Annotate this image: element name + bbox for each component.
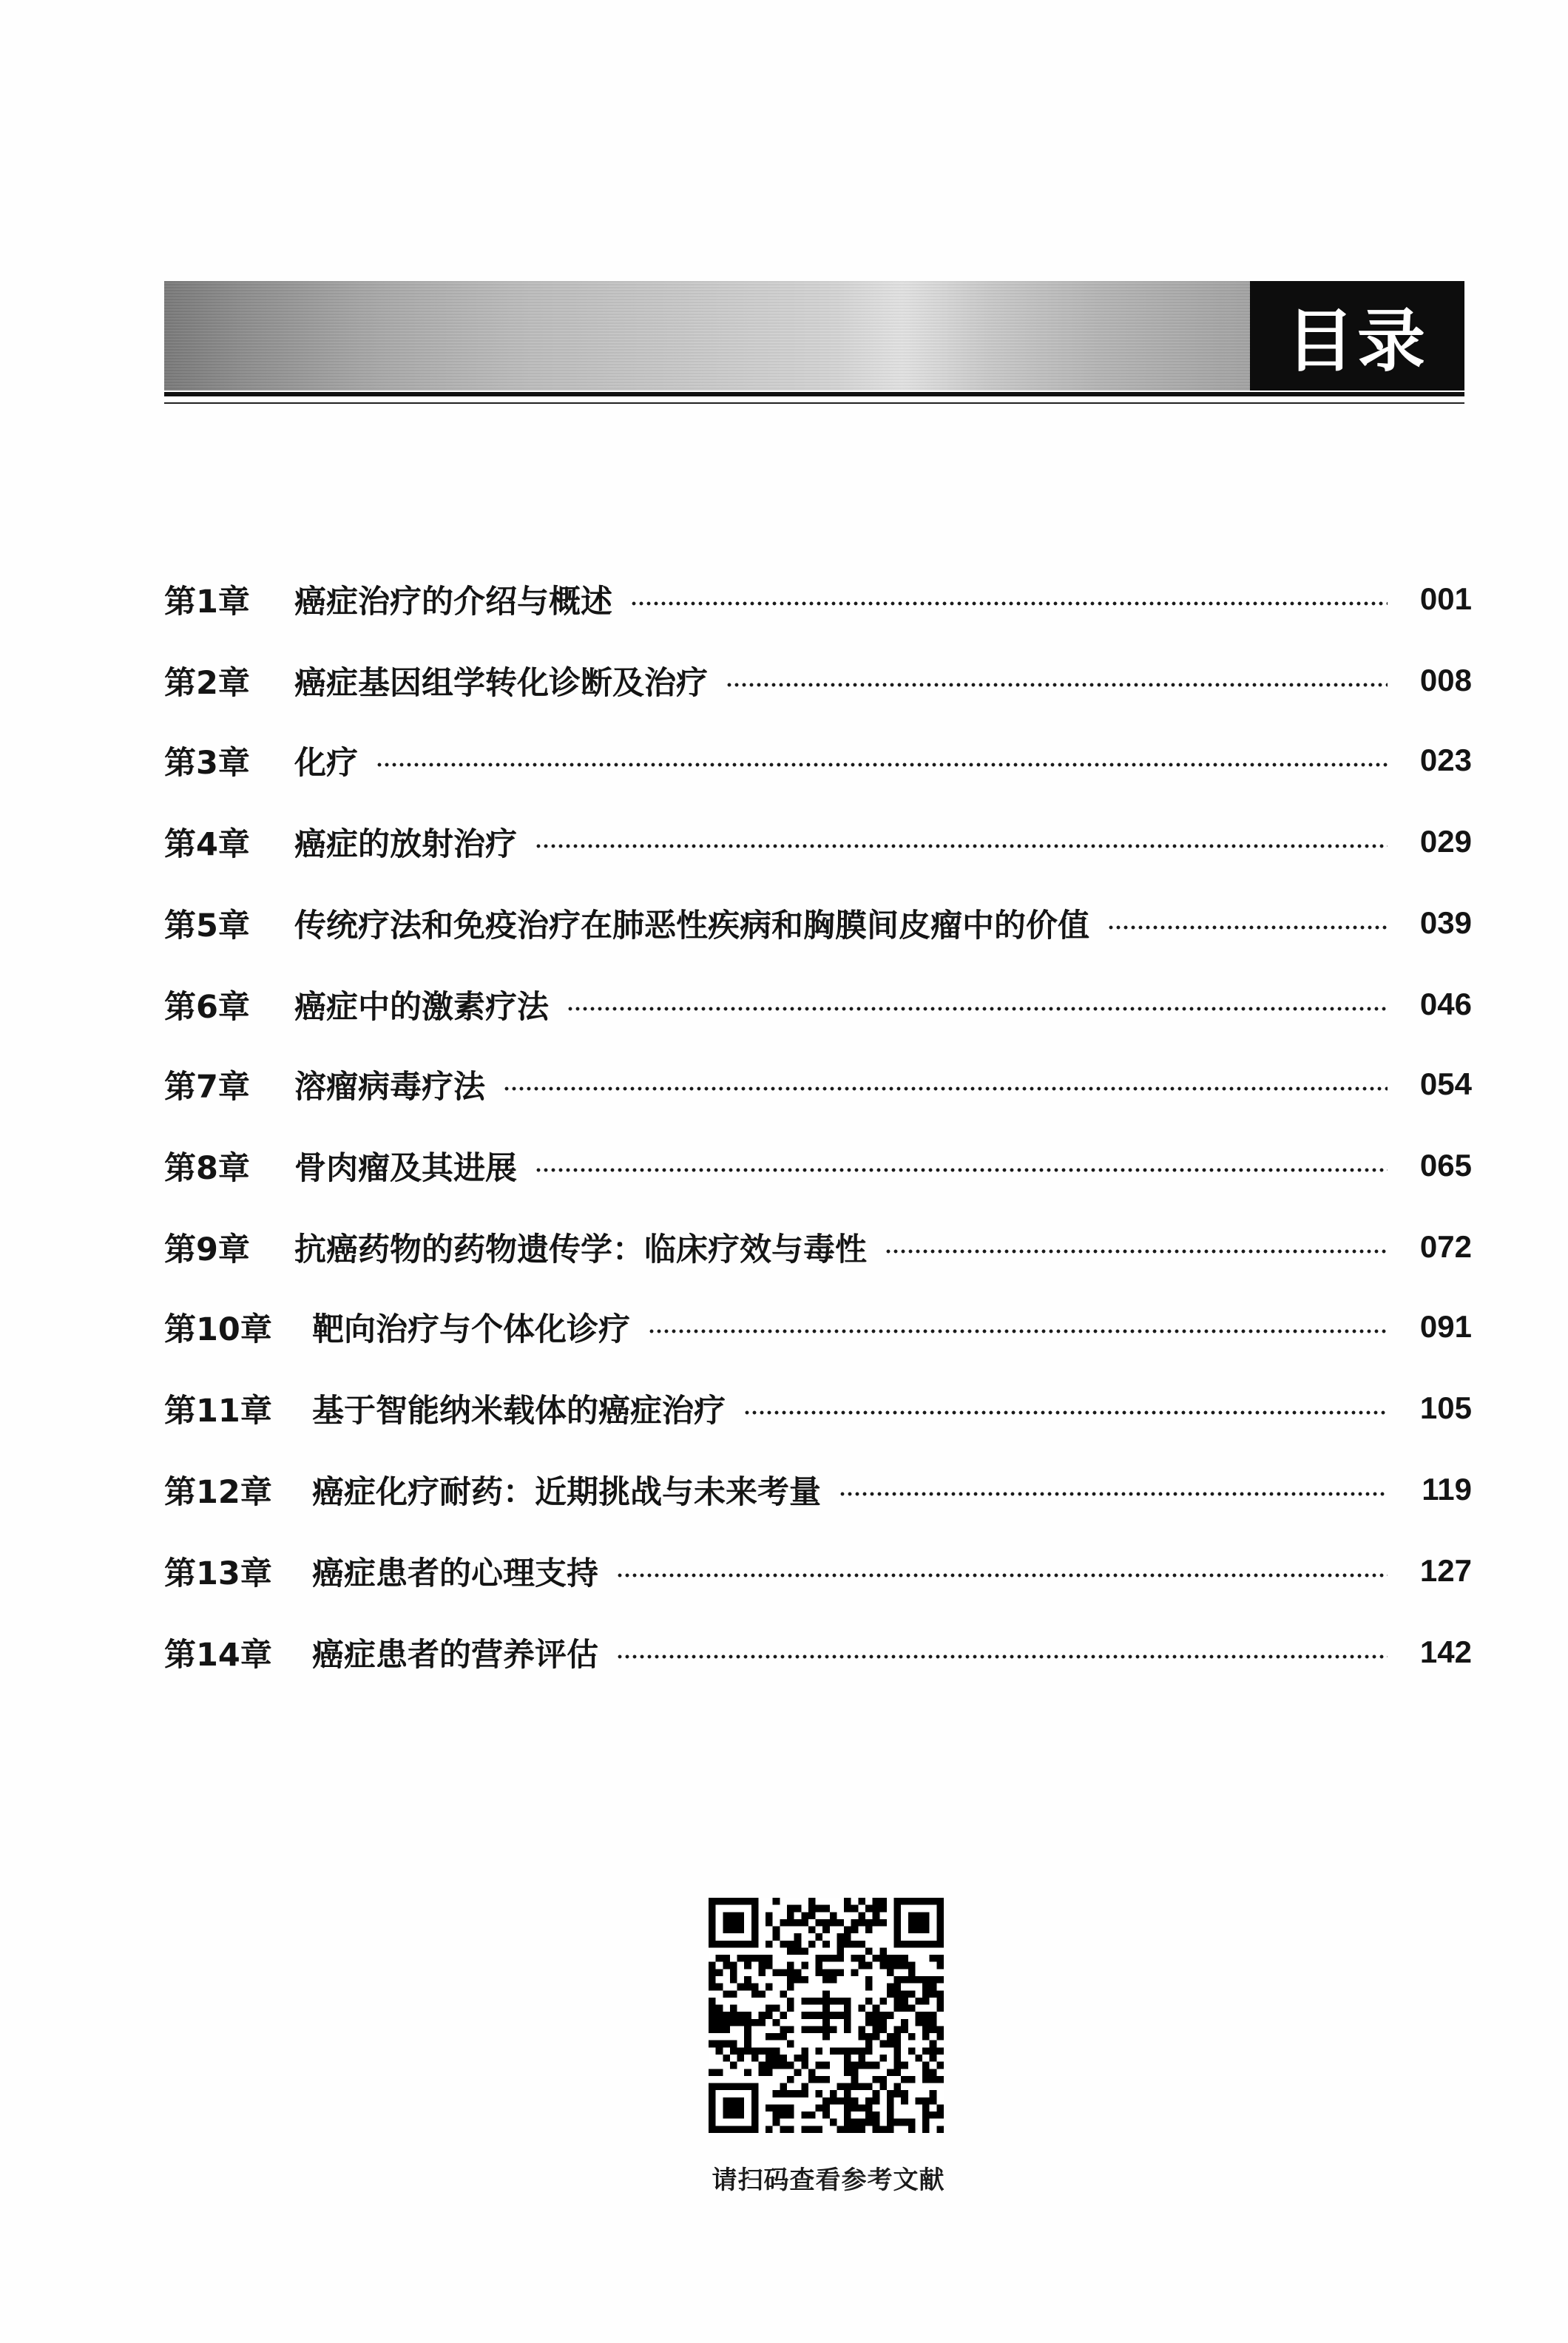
toc-page-number: 065 xyxy=(1419,1148,1472,1183)
toc-chapter-title: 癌症患者的营养评估 xyxy=(312,1636,598,1674)
toc-dot-leader xyxy=(503,1086,1388,1091)
toc-chapter-title: 癌症基因组学转化诊断及治疗 xyxy=(294,664,708,702)
toc-dot-leader xyxy=(726,683,1388,687)
toc-page-number: 029 xyxy=(1419,824,1472,859)
header-divider xyxy=(164,392,1464,396)
toc-chapter-title: 化疗 xyxy=(294,744,358,782)
toc-chapter-number: 第5章 xyxy=(164,907,250,944)
toc-page-number: 127 xyxy=(1419,1553,1472,1588)
toc-entry[interactable] xyxy=(164,1055,1472,1114)
toc-entry[interactable] xyxy=(164,1623,1472,1682)
toc-entry[interactable] xyxy=(164,1136,1472,1195)
toc-chapter-title: 癌症中的激素疗法 xyxy=(294,988,549,1026)
toc-entry[interactable] xyxy=(164,1217,1472,1277)
toc-dot-leader xyxy=(630,601,1388,606)
toc-page-number: 001 xyxy=(1419,581,1472,616)
toc-entry[interactable] xyxy=(164,893,1472,953)
toc-dot-leader xyxy=(743,1410,1388,1415)
toc-dot-leader xyxy=(535,844,1388,848)
toc-chapter-number: 第12章 xyxy=(164,1473,272,1511)
qr-code-icon xyxy=(709,1898,944,2133)
toc-chapter-title: 抗癌药物的药物遗传学：临床疗效与毒性 xyxy=(294,1231,867,1268)
qr-caption: 请扫码查看参考文献 xyxy=(712,2166,945,2195)
toc-dot-leader xyxy=(616,1654,1388,1659)
toc-dot-leader xyxy=(648,1329,1388,1333)
toc-entry[interactable] xyxy=(164,651,1472,710)
toc-page-number: 105 xyxy=(1419,1390,1472,1425)
toc-chapter-number: 第6章 xyxy=(164,988,250,1026)
toc-page-number: 072 xyxy=(1419,1229,1472,1264)
toc-chapter-title: 癌症的放射治疗 xyxy=(294,825,517,863)
toc-dot-leader xyxy=(885,1249,1388,1254)
toc-chapter-number: 第13章 xyxy=(164,1555,272,1592)
toc-page-number: 054 xyxy=(1419,1066,1472,1101)
toc-dot-leader xyxy=(616,1573,1388,1578)
toc-page-number: 023 xyxy=(1419,743,1472,777)
toc-chapter-title: 癌症治疗的介绍与概述 xyxy=(294,583,612,621)
qr-code[interactable] xyxy=(709,1898,944,2133)
page-title: 目录 xyxy=(1250,281,1464,390)
toc-chapter-title: 溶瘤病毒疗法 xyxy=(294,1068,485,1106)
toc-entry[interactable] xyxy=(164,731,1472,790)
toc-entry[interactable] xyxy=(164,1379,1472,1438)
toc-chapter-number: 第14章 xyxy=(164,1636,272,1674)
toc-chapter-title: 癌症患者的心理支持 xyxy=(312,1555,598,1592)
toc-chapter-title: 骨肉瘤及其进展 xyxy=(294,1149,517,1187)
toc-entry[interactable] xyxy=(164,569,1472,629)
toc-dot-leader xyxy=(1107,925,1388,930)
toc-entry[interactable] xyxy=(164,1541,1472,1600)
toc-page-number: 008 xyxy=(1419,663,1472,697)
toc-chapter-number: 第1章 xyxy=(164,583,250,621)
toc-page-number: 142 xyxy=(1419,1634,1472,1669)
toc-dot-leader xyxy=(376,763,1388,767)
toc-chapter-number: 第4章 xyxy=(164,825,250,863)
header-divider-thin xyxy=(164,402,1464,404)
toc-dot-leader xyxy=(839,1492,1388,1496)
toc-chapter-number: 第11章 xyxy=(164,1392,272,1430)
toc-entry[interactable] xyxy=(164,975,1472,1034)
toc-chapter-number: 第7章 xyxy=(164,1068,250,1106)
toc-chapter-number: 第10章 xyxy=(164,1311,272,1348)
toc-chapter-title: 癌症化疗耐药：近期挑战与未来考量 xyxy=(312,1473,821,1511)
toc-entry[interactable] xyxy=(164,1460,1472,1519)
toc-chapter-number: 第2章 xyxy=(164,664,250,702)
header-gradient-band xyxy=(164,281,1250,390)
toc-entry[interactable] xyxy=(164,1297,1472,1356)
toc-entry[interactable] xyxy=(164,812,1472,871)
toc-page-number: 091 xyxy=(1419,1309,1472,1344)
toc-page-number: 119 xyxy=(1422,1472,1472,1507)
toc-chapter-number: 第8章 xyxy=(164,1149,250,1187)
toc-dot-leader xyxy=(535,1168,1388,1172)
toc-chapter-number: 第9章 xyxy=(164,1231,250,1268)
toc-chapter-title: 靶向治疗与个体化诊疗 xyxy=(312,1311,630,1348)
toc-page-number: 039 xyxy=(1419,905,1472,940)
toc-page-number: 046 xyxy=(1419,987,1472,1021)
toc-dot-leader xyxy=(567,1007,1388,1011)
toc-chapter-title: 基于智能纳米载体的癌症治疗 xyxy=(312,1392,726,1430)
toc-chapter-number: 第3章 xyxy=(164,744,250,782)
toc-chapter-title: 传统疗法和免疫治疗在肺恶性疾病和胸膜间皮瘤中的价值 xyxy=(294,907,1089,944)
